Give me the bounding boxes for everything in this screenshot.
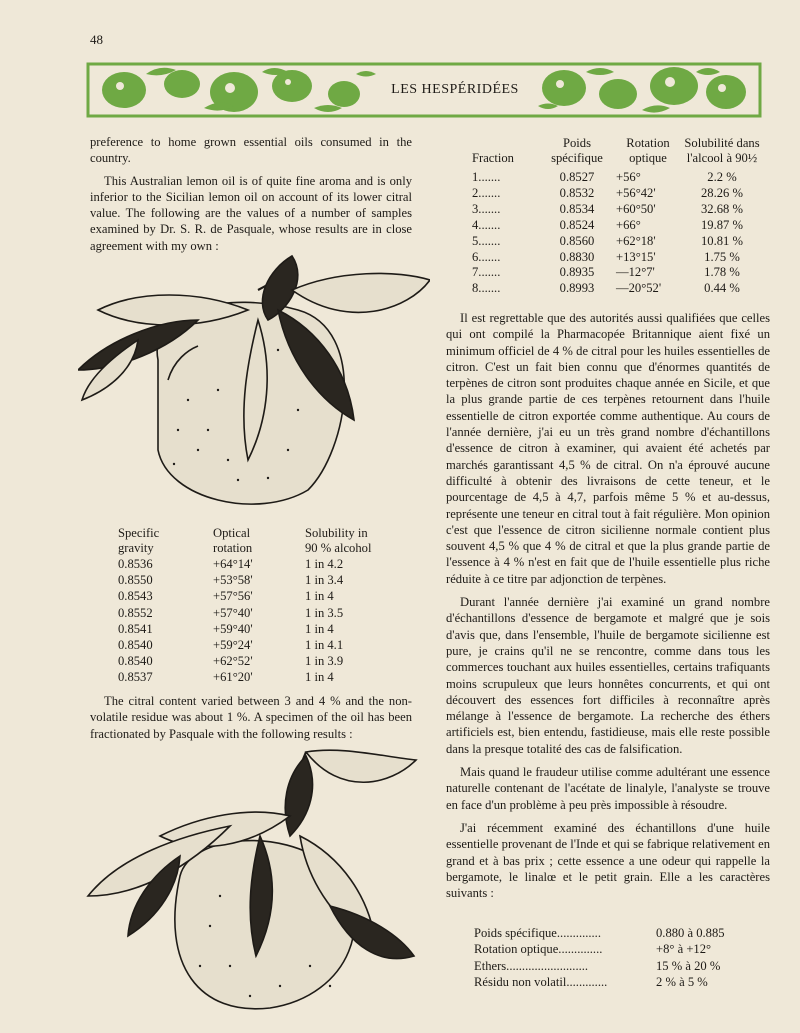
oil-properties-list xyxy=(474,925,756,990)
column-header: Poids spécifique xyxy=(551,136,603,165)
lemon-illustration xyxy=(78,250,430,512)
list-item: Rotation optique.............. +8° à +12° xyxy=(474,942,712,957)
table-row: 3....... 0.8534 +60°50' 32.68 % xyxy=(472,201,743,216)
page-number: 48 xyxy=(90,32,103,47)
right-column-text xyxy=(446,310,770,908)
table-row: 0.8550 +53°58' 1 in 3.4 xyxy=(118,573,344,588)
table-row: 0.8540 +59°24' 1 in 4.1 xyxy=(118,638,344,653)
fractionation-results-table xyxy=(472,136,764,297)
column-header: Fraction xyxy=(472,151,514,165)
table-row: 2....... 0.8532 +56°42' 28.26 % xyxy=(472,185,743,200)
column-header: Solubility in 90 % alcohol xyxy=(305,526,372,555)
table-row: 1....... 0.8527 +56° 2.2 % xyxy=(472,170,737,184)
paragraph: Il est regrettable que des autorités aussi qualifiées que celles qui ont compilé la Pharmacopée Britannique aient fixé un minimum officiel de 4 % de citral pour les huiles essentielles de citron. C'est un fait bien connu que d'énormes quantités de terpènes de citron sont produites chaque année en Sicile, et que la plus grande partie de ces terpènes retournent dans l'huile essentielle de citron exportée comme authentique. Au cours de l'année dernière, j'ai eu un très grand nombre d'échantillons d'essence de citron à examiner, qui avaient été achetés par marchés garantissant 4,5 % de citral. On n'a éprouvé aucune difficulté à obtenir des livraisons de cette teneur, et le pourcentage de 4,5 à 4,7, parfois même 5 % et au-dessus, représente une teneur en citral tout à fait régulière. Mon opinion c'est que l'essence de citron sicilienne normale contient plus souvent 4,5 % que 4 % de citral et que la plus grande partie de l'essence à 4 % n'est en fait que de l'huile essentielle plus riche réduite à ce titre par adjonction de terpènes. xyxy=(446,311,770,586)
table-row: 6....... 0.8830 +13°15' 1.75 % xyxy=(472,249,740,264)
lemon-oil-samples-table xyxy=(118,526,415,686)
paragraph: Durant l'année dernière j'ai examiné un grand nombre d'échantillons d'essence de bergamote et malgré que je sois d'avis que, dans l'ensemble, l'huile de bergamote sicilienne est pure, je crains qu'il ne se rencontre, comme dans tous les commerces touchant aux huiles essentielles, certains trafiquants moins scrupuleux que leurs honnêtes concurrents, et qui ont découvert des essences fort difficiles à reconnaître après mélange à l'essence de bergamote. La recherche des éthers artificiels est, bien entendu, fastidieuse, mais elle reste possible dans la presque totalité des cas de falsification. xyxy=(446,595,770,756)
table-header-row xyxy=(472,136,764,170)
list-item: Résidu non volatil............. 2 % à 5 % xyxy=(474,974,708,989)
paragraph: preference to home grown essential oils consumed in the country. xyxy=(90,135,412,166)
paragraph: J'ai récemment examiné des échantillons d'une huile essentielle provenant de l'Inde et qui se fabrique relativement en grand et à bas prix ; cette essence a une odeur qui rappelle la bergamote, le linalœ et le petit grain. Elle a les caractères suivants : xyxy=(446,820,770,901)
paragraph: The citral content varied between 3 and 4 % and the non-volatile residue was about 1 %. A specimen of the oil has been fractionated by Pasquale with the following results : xyxy=(90,694,412,741)
column-header: Specific gravity xyxy=(118,526,160,555)
paragraph: This Australian lemon oil is of quite fine aroma and is only inferior to the Sicilian lemon oil on account of its lower citral value. The following are the values of a number of samples examined by Dr. S. R. de Pasquale, whose results are in close agreement with my own : xyxy=(90,173,412,253)
table-row: 0.8543 +57°56' 1 in 4 xyxy=(118,589,334,604)
decorative-banner xyxy=(86,58,762,122)
table-row: 0.8536 +64°14' 1 in 4.2 xyxy=(118,557,344,571)
table-row: 5....... 0.8560 +62°18' 10.81 % xyxy=(472,233,743,248)
table-header-row xyxy=(118,526,415,556)
table-row: 8....... 0.8993 —20°52' 0.44 % xyxy=(472,281,740,296)
table-row: 0.8540 +62°52' 1 in 3.9 xyxy=(118,654,344,669)
table-row: 0.8552 +57°40' 1 in 3.5 xyxy=(118,605,344,620)
section-title: LES HESPÉRIDÉES xyxy=(376,79,534,101)
paragraph: Mais quand le fraudeur utilise comme adultérant une essence naturelle contenant de l'acétate de linalyle, l'analyste se trouve en face d'un problème à peu près impossible à résoudre. xyxy=(446,765,770,812)
bergamot-illustration xyxy=(80,746,420,1016)
table-row: 0.8541 +59°40' 1 in 4 xyxy=(118,621,334,636)
table-row: 0.8537 +61°20' 1 in 4 xyxy=(118,670,334,685)
list-item: Ethers.......................... 15 % à 20 % xyxy=(474,958,721,973)
table-row: 4....... 0.8524 +66° 19.87 % xyxy=(472,217,743,232)
list-item: Poids spécifique.............. 0.880 à 0.885 xyxy=(474,926,725,940)
left-column-intro xyxy=(90,134,412,254)
table-row: 7....... 0.8935 —12°7' 1.78 % xyxy=(472,265,740,280)
column-header: Solubilité dans l'alcool à 90½ xyxy=(684,136,760,165)
column-header: Rotation optique xyxy=(626,136,670,165)
column-header: Optical rotation xyxy=(213,526,253,555)
